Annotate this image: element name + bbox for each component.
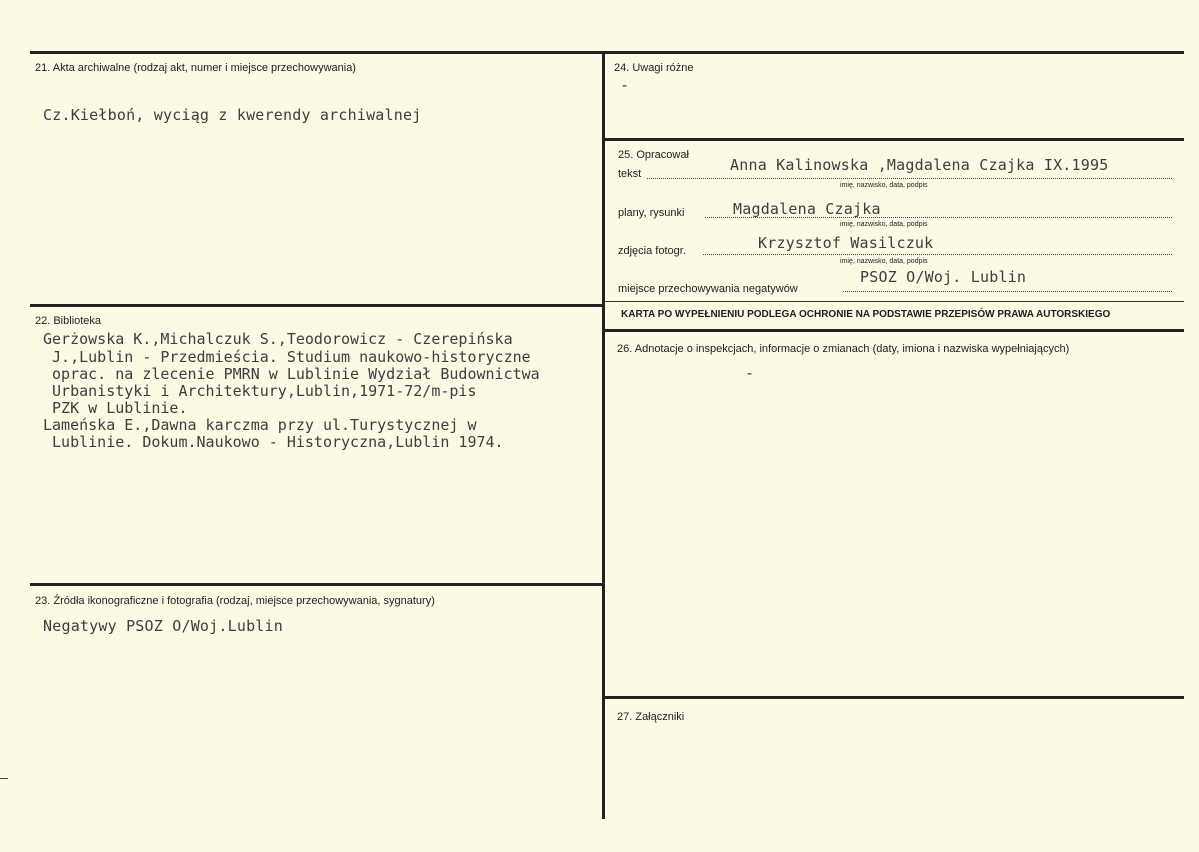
tekst-caption: imię, nazwisko, data, podpis — [840, 182, 928, 189]
copyright-notice: KARTA PO WYPEŁNIENIU PODLEGA OCHRONIE NA PODSTAWIE PRZEPISÓW PRAWA AUTORSKIEGO — [621, 309, 1111, 320]
section-24-label: 24. Uwagi różne — [614, 62, 694, 74]
plany-caption: imię, nazwisko, data, podpis — [840, 221, 928, 228]
zdjecia-value: Krzysztof Wasilczuk — [758, 234, 934, 252]
bibliography-line: PZK w Lublinie. — [43, 399, 188, 417]
divider-22-23 — [30, 583, 604, 586]
zdjecia-dotted-line — [703, 254, 1172, 255]
miejsce-dotted-line — [843, 291, 1172, 292]
section-23-label: 23. Źródła ikonograficzne i fotografia (rodzaj, miejsce przechowywania, sygnatury) — [35, 595, 435, 607]
section-27-label: 27. Załączniki — [617, 711, 685, 723]
section-23-text: Negatywy PSOZ O/Woj.Lublin — [43, 617, 283, 635]
zdjecia-caption: imię, nazwisko, data, podpis — [840, 258, 928, 265]
bibliography-line: Gerżowska K.,Michalczuk S.,Teodorowicz - Czerepińska — [43, 330, 513, 348]
tekst-value: Anna Kalinowska ,Magdalena Czajka IX.1995 — [730, 156, 1109, 174]
section-26-label: 26. Adnotacje o inspekcjach, informacje o zmianach (daty, imiona i nazwiska wypełniających) — [617, 343, 1070, 355]
tekst-label: tekst — [618, 168, 642, 180]
divider-26-27 — [604, 696, 1184, 699]
plany-label: plany, rysunki — [618, 207, 685, 219]
plany-value: Magdalena Czajka — [733, 200, 881, 218]
divider-21-22 — [30, 304, 604, 307]
top-border — [30, 51, 1184, 54]
section-21-text: Cz.Kiełboń, wyciąg z kwerendy archiwalnej — [43, 106, 422, 124]
miejsce-value: PSOZ O/Woj. Lublin — [860, 268, 1027, 286]
bibliography-line: J.,Lublin - Przedmieścia. Studium naukowo-historyczne — [43, 348, 531, 366]
divider-25-26 — [604, 329, 1184, 332]
zdjecia-label: zdjęcia fotogr. — [618, 245, 686, 257]
bibliography-line: Lameńska E.,Dawna karczma przy ul.Turystycznej w — [43, 416, 477, 434]
left-edge-mark — [0, 778, 8, 779]
section-24-text: - — [620, 76, 630, 94]
bibliography-line: oprac. na zlecenie PMRN w Lublinie Wydział Budownictwa — [43, 365, 540, 383]
section-21-label: 21. Akta archiwalne (rodzaj akt, numer i miejsce przechowywania) — [35, 62, 356, 74]
bibliography-line: Urbanistyki i Architektury,Lublin,1971-72/m-pis — [43, 382, 477, 400]
divider-notice-top — [604, 301, 1184, 302]
section-25-label: 25. Opracował — [618, 149, 689, 161]
bibliography-line: Lublinie. Dokum.Naukowo - Historyczna,Lublin 1974. — [43, 433, 504, 451]
section-26-text: - — [745, 364, 755, 382]
center-divider — [602, 51, 605, 819]
tekst-dotted-line — [647, 178, 1172, 179]
miejsce-label: miejsce przechowywania negatywów — [618, 283, 798, 295]
section-22-label: 22. Biblioteka — [35, 315, 102, 327]
divider-24-25 — [604, 138, 1184, 141]
